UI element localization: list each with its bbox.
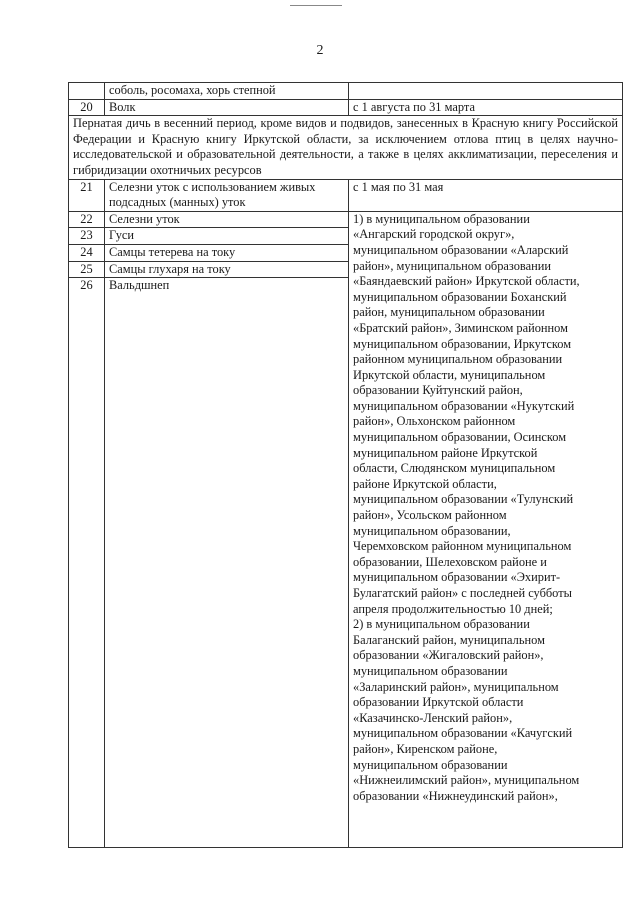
row-number <box>69 83 105 100</box>
species-cell: Волк <box>105 99 349 116</box>
table-row <box>69 99 623 116</box>
period-text-line: муниципальном образовании «Качугский <box>353 726 573 741</box>
period-text-line: 2) в муниципальном образовании <box>353 617 530 632</box>
hunting-periods-table <box>68 82 623 848</box>
period-text-line: район, муниципальном образовании <box>353 305 545 320</box>
period-text-line: муниципальном образовании, Осинском <box>353 430 567 445</box>
period-text-line: «Баяндаевский район» Иркутской области, <box>353 274 580 289</box>
row-number: 25 <box>69 261 105 278</box>
row-number: 22 <box>69 211 105 228</box>
period-text-line: апреля продолжительностью 10 дней; <box>353 601 553 616</box>
row-number: 24 <box>69 244 105 261</box>
period-text-line: район», Киренском районе, <box>353 741 498 756</box>
period-text-line: район», Усольском районном <box>353 508 507 523</box>
period-text-line: образовании Куйтунский район, <box>353 383 523 398</box>
period-text-line: муниципальном образовании <box>353 757 508 772</box>
period-text-line: Иркутской области, муниципальном <box>353 367 546 382</box>
page-number: 2 <box>316 43 324 58</box>
period-cell: с 1 августа по 31 марта <box>349 99 623 116</box>
table-row <box>69 211 623 228</box>
period-text-line: «Заларинский район», муниципальном <box>353 679 559 694</box>
table-row <box>69 179 623 211</box>
period-text-line: муниципальном образовании «Тулунский <box>353 492 574 507</box>
period-text-line: муниципальном образовании «Аларский <box>353 242 569 257</box>
period-text-line: области, Слюдянском муниципальном <box>353 461 556 476</box>
row-number: 23 <box>69 228 105 245</box>
species-cell: Гуси <box>105 228 349 245</box>
table-row <box>69 83 623 100</box>
period-text-line: муниципальном районе Иркутской <box>353 445 538 460</box>
period-text-line: муниципальном образовании «Нукутский <box>353 398 575 413</box>
period-text-line: муниципальном образовании, Иркутском <box>353 336 572 351</box>
shared-period-text <box>353 212 618 805</box>
period-text-line: муниципальном образовании «Эхирит- <box>353 570 561 585</box>
row-number: 26 <box>69 278 105 848</box>
section-header-row <box>69 116 623 179</box>
period-cell <box>349 83 623 100</box>
period-text-line: Черемховском районном муниципальном <box>353 539 572 554</box>
species-cell: Самцы тетерева на току <box>105 244 349 261</box>
period-cell: с 1 мая по 31 мая <box>349 179 623 211</box>
species-cell: соболь, росомаха, хорь степной <box>105 83 349 100</box>
period-text-line: образовании «Нижнеудинский район», <box>353 788 558 803</box>
period-text-line: муниципальном образовании Боханский <box>353 289 567 304</box>
period-text-line: районном муниципальном образовании <box>353 352 563 367</box>
row-number: 20 <box>69 99 105 116</box>
shared-period-cell <box>349 211 623 847</box>
section-header: Пернатая дичь в весенний период, кроме видов и подвидов, занесенных в Красную книгу Российской Федерации и Красную книгу Иркутской области, за исключением отлова птиц в целях научно-исследовательской и образовательной деятельности, а также в целях акклиматизации, переселения и гибридизации охотничьих ресурсов <box>69 116 623 179</box>
species-cell: Селезни уток <box>105 211 349 228</box>
period-text-line: «Ангарский городской округ», <box>353 227 515 242</box>
period-text-line: районе Иркутской области, <box>353 476 497 491</box>
species-cell: Самцы глухаря на току <box>105 261 349 278</box>
top-edge-line <box>290 5 342 6</box>
period-text-line: образовании «Жигаловский район», <box>353 648 544 663</box>
period-text-line: район», Ольхонском районном <box>353 414 516 429</box>
period-text-line: район», муниципальном образовании <box>353 258 551 273</box>
period-text-line: Булагатский район» с последней субботы <box>353 586 572 600</box>
row-number: 21 <box>69 179 105 211</box>
period-text-line: образовании Иркутской области <box>353 695 524 710</box>
species-cell: Селезни уток с использованием живых подсадных (манных) уток <box>105 179 349 211</box>
period-text-line: «Братский район», Зиминском районном <box>353 320 568 335</box>
period-text-line: Балаганский район, муниципальном <box>353 632 545 647</box>
period-text-line: 1) в муниципальном образовании <box>353 211 530 226</box>
species-cell: Вальдшнеп <box>105 278 349 848</box>
period-text-line: муниципальном образовании, <box>353 523 511 538</box>
period-text-line: «Нижнеилимский район», муниципальном <box>353 773 580 788</box>
period-text-line: муниципальном образовании <box>353 663 508 678</box>
period-text-line: «Казачинско-Ленский район», <box>353 710 513 725</box>
period-text-line: образовании, Шелеховском районе и <box>353 554 547 569</box>
